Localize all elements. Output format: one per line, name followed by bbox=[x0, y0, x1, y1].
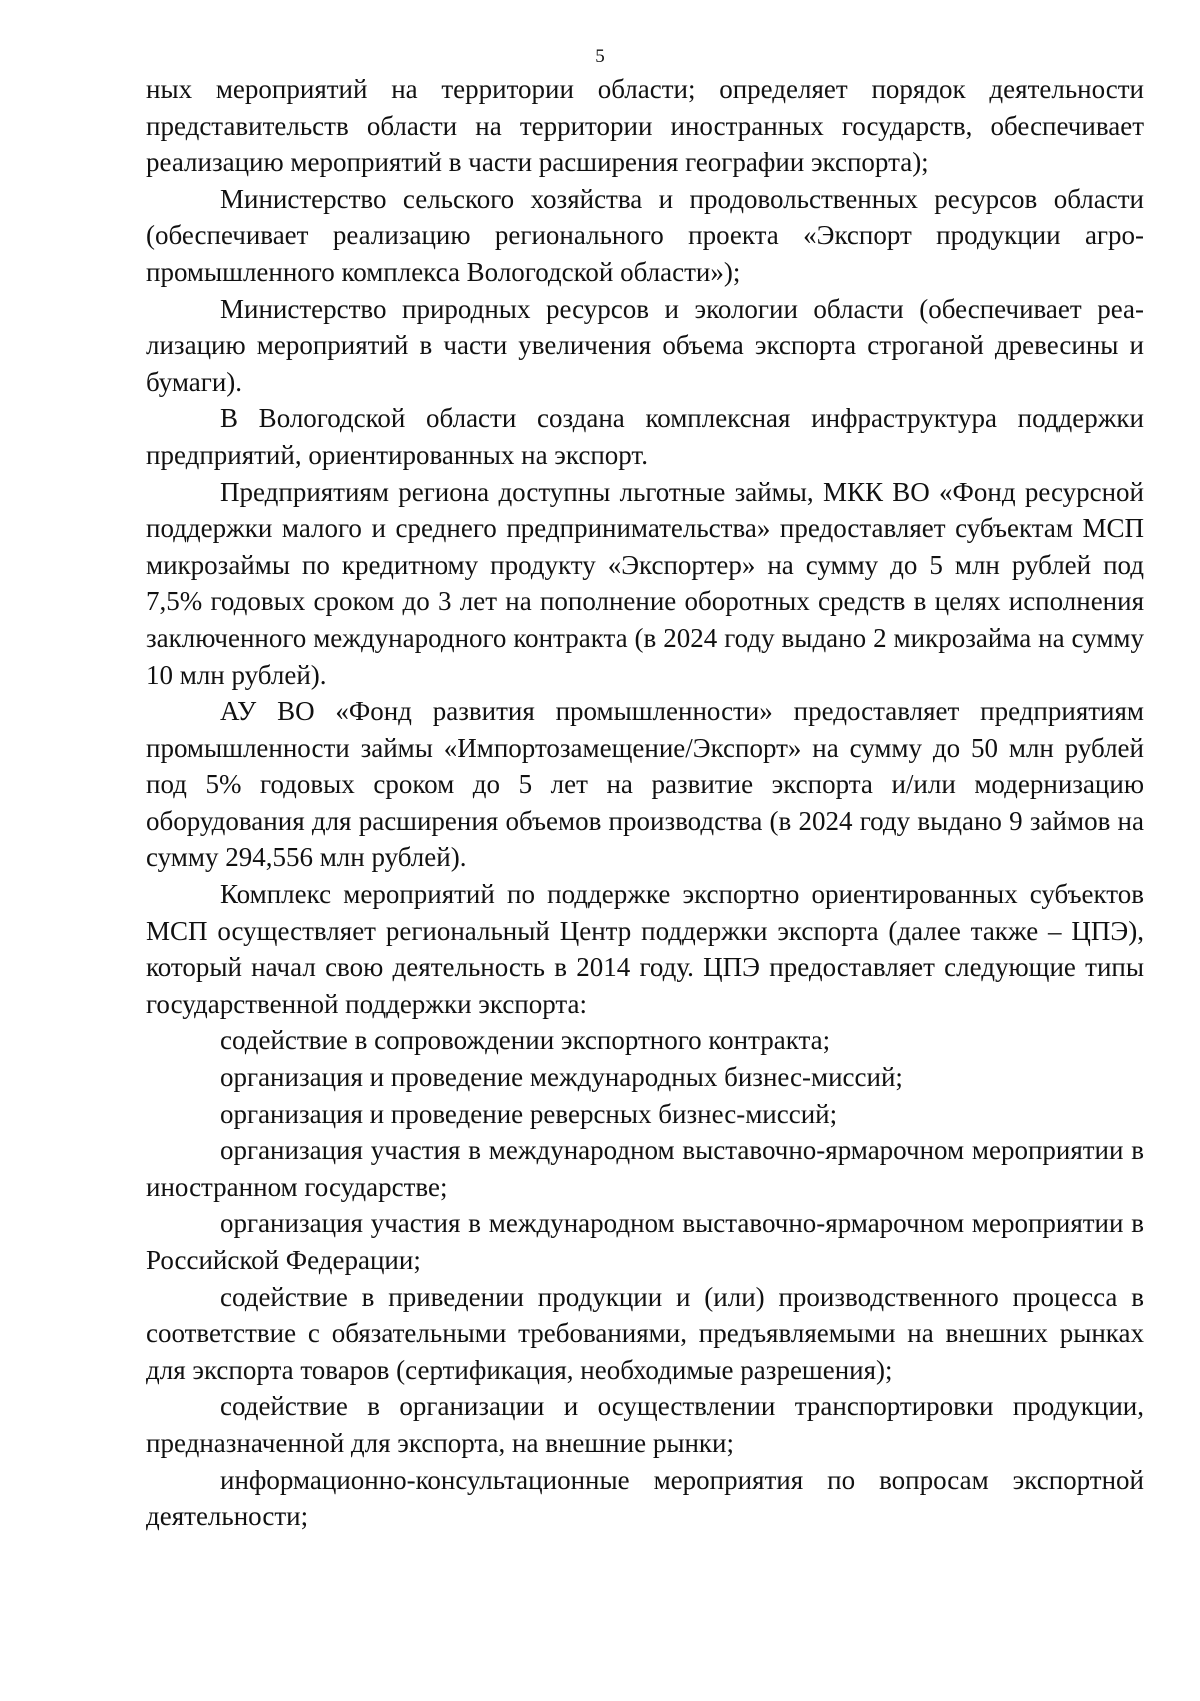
list-item: организация участия в международном выставочно-ярмарочном мероприятии в иностранном государстве; bbox=[146, 1135, 1144, 1202]
page-number: 5 bbox=[595, 46, 605, 67]
document-body bbox=[146, 71, 1144, 1535]
list-item: организация и проведение международных бизнес-миссий; bbox=[220, 1062, 903, 1093]
paragraph-preferential-loans: Предприятиям региона доступны льготные займы, МКК ВО «Фонд ресурсной поддержки малого и среднего предпринимательства» предоставляет субъектам МСП микрозаймы по кредитному продукту «Экспортер» на сумму до 5 млн рублей под 7,5% годовых сроком до 3 лет на пополнение оборотных средств в целях исполнения заключенного международного контракта (в 2024 году выдано 2 микрозайма на сумму 10 млн рублей). bbox=[146, 476, 1144, 690]
paragraph-ministry-agriculture: Министерство сельского хозяйства и продовольственных ресурсов области (обеспечивает реализацию регионального проекта «Экспорт продукции агропромышленного комплекса Вологодской области»); bbox=[146, 183, 1144, 287]
list-item: организация участия в международном выставочно-ярмарочном мероприятии в Российской Федерации; bbox=[146, 1208, 1144, 1275]
paragraph-export-support-center: Комплекс мероприятий по поддержке экспортно ориентированных субъектов МСП осуществляет региональный Центр поддержки экспорта (далее также – ЦПЭ), который начал свою деятельность в 2014 году. ЦПЭ предоставляет следующие типы государственной поддержки экспорта: bbox=[146, 879, 1144, 1019]
paragraph-industry-fund: АУ ВО «Фонд развития промышленности» предоставляет предприятиям промышленности займы «Импортозамещение/Экспорт» на сумму до 50 млн рублей под 5% годовых сроком до 5 лет на развитие экспорта и/или модернизацию оборудования для расширения объемов производства (в 2024 году выдано 9 займов на сумму 294,556 млн рублей). bbox=[146, 696, 1144, 873]
list-item: содействие в организации и осуществлении транспортировки продукции, предназначенной для экспорта, на внешние рынки; bbox=[146, 1391, 1144, 1458]
list-item: содействие в сопровождении экспортного контракта; bbox=[220, 1025, 831, 1056]
paragraph-ministry-natural-resources: Министерство природных ресурсов и экологии области (обеспечивает реализацию мероприятий в части увеличения объема экспорта строганой древесины и бумаги). bbox=[146, 293, 1144, 397]
list-item: организация и проведение реверсных бизнес-миссий; bbox=[220, 1098, 838, 1129]
paragraph-continuation: ных мероприятий на территории области; определяет порядок деятельности представительств области на территории иностранных государств, обеспечивает реализацию мероприятий в части расширения географии экспорта); bbox=[146, 74, 1144, 178]
list-item: информационно-консультационные мероприятия по вопросам экспортной деятельности; bbox=[146, 1464, 1144, 1532]
list-item: содействие в приведении продукции и (или) производственного процесса в соответствие с обязательными требованиями, предъявляемыми на внешних рынках для экспорта товаров (сертификация, необходимые разрешения); bbox=[146, 1281, 1144, 1385]
paragraph-infrastructure: В Вологодской области создана комплексная инфраструктура поддержки предприятий, ориентированных на экспорт. bbox=[146, 403, 1144, 470]
